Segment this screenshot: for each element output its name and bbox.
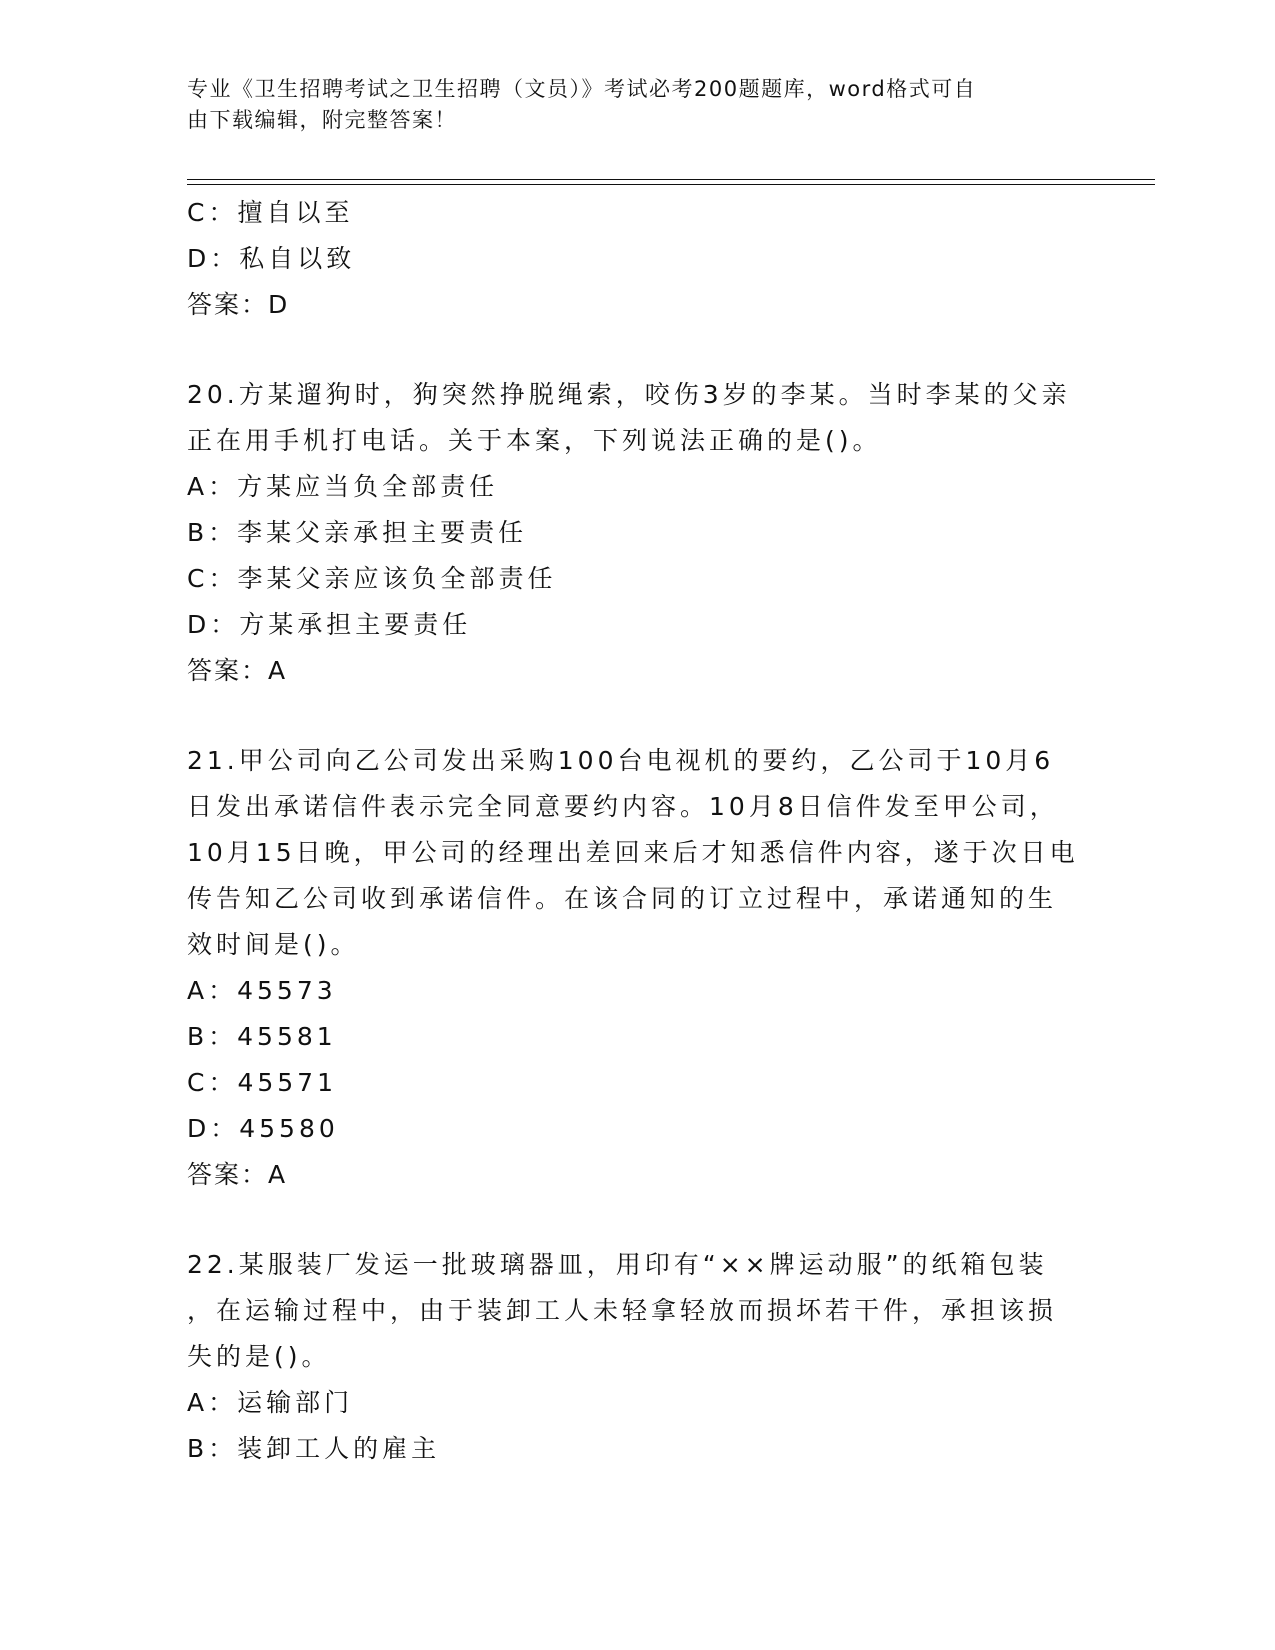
option-b: B：李某父亲承担主要责任 (187, 518, 528, 547)
option-c: C：李某父亲应该负全部责任 (187, 564, 557, 593)
header-line-2: 由下载编辑，附完整答案！ (187, 108, 457, 132)
question-stem-line: 20.方某遛狗时，狗突然挣脱绳索，咬伤3岁的李某。当时李某的父亲 (187, 380, 1071, 409)
question-stem-line: 传告知乙公司收到承诺信件。在该合同的订立过程中，承诺通知的生 (187, 884, 1058, 913)
option-a: A：运输部门 (187, 1388, 354, 1417)
option-c: C：擅自以至 (187, 198, 354, 227)
option-c: C：45571 (187, 1068, 337, 1097)
spacer (187, 328, 1087, 372)
answer-line: 答案：D (187, 290, 290, 319)
question-22 (187, 1242, 1087, 1472)
header-divider-bottom (187, 184, 1155, 185)
question-stem-line: 日发出承诺信件表示完全同意要约内容。10月8日信件发至甲公司， (187, 792, 1059, 821)
question-stem-line: 效时间是()。 (187, 930, 360, 959)
document-header (187, 74, 1077, 136)
option-a: A：45573 (187, 976, 337, 1005)
answer-line: 答案：A (187, 1160, 288, 1189)
question-20 (187, 372, 1087, 694)
question-content (187, 190, 1087, 1472)
answer-line: 答案：A (187, 656, 288, 685)
question-stem-line: 22.某服装厂发运一批玻璃器皿，用印有“××牌运动服”的纸箱包装 (187, 1250, 1048, 1279)
header-line-1: 专业《卫生招聘考试之卫生招聘（文员）》考试必考200题题库，word格式可自 (187, 77, 977, 101)
option-d: D：私自以致 (187, 244, 356, 273)
question-stem-line: 10月15日晚，甲公司的经理出差回来后才知悉信件内容，遂于次日电 (187, 838, 1079, 867)
header-divider-top (187, 179, 1155, 180)
option-b: B：装卸工人的雇主 (187, 1434, 441, 1463)
spacer (187, 694, 1087, 738)
question-stem-line: 21.甲公司向乙公司发出采购100台电视机的要约，乙公司于10月6 (187, 746, 1055, 775)
option-a: A：方某应当负全部责任 (187, 472, 499, 501)
option-b: B：45581 (187, 1022, 337, 1051)
question-stem-line: ，在运输过程中，由于装卸工人未轻拿轻放而损坏若干件，承担该损 (187, 1296, 1058, 1325)
question-stem-line: 失的是()。 (187, 1342, 331, 1371)
spacer (187, 1198, 1087, 1242)
question-stem-line: 正在用手机打电话。关于本案，下列说法正确的是()。 (187, 426, 882, 455)
option-d: D：45580 (187, 1114, 339, 1143)
previous-question-tail (187, 190, 1087, 328)
option-d: D：方某承担主要责任 (187, 610, 472, 639)
question-21 (187, 738, 1087, 1198)
